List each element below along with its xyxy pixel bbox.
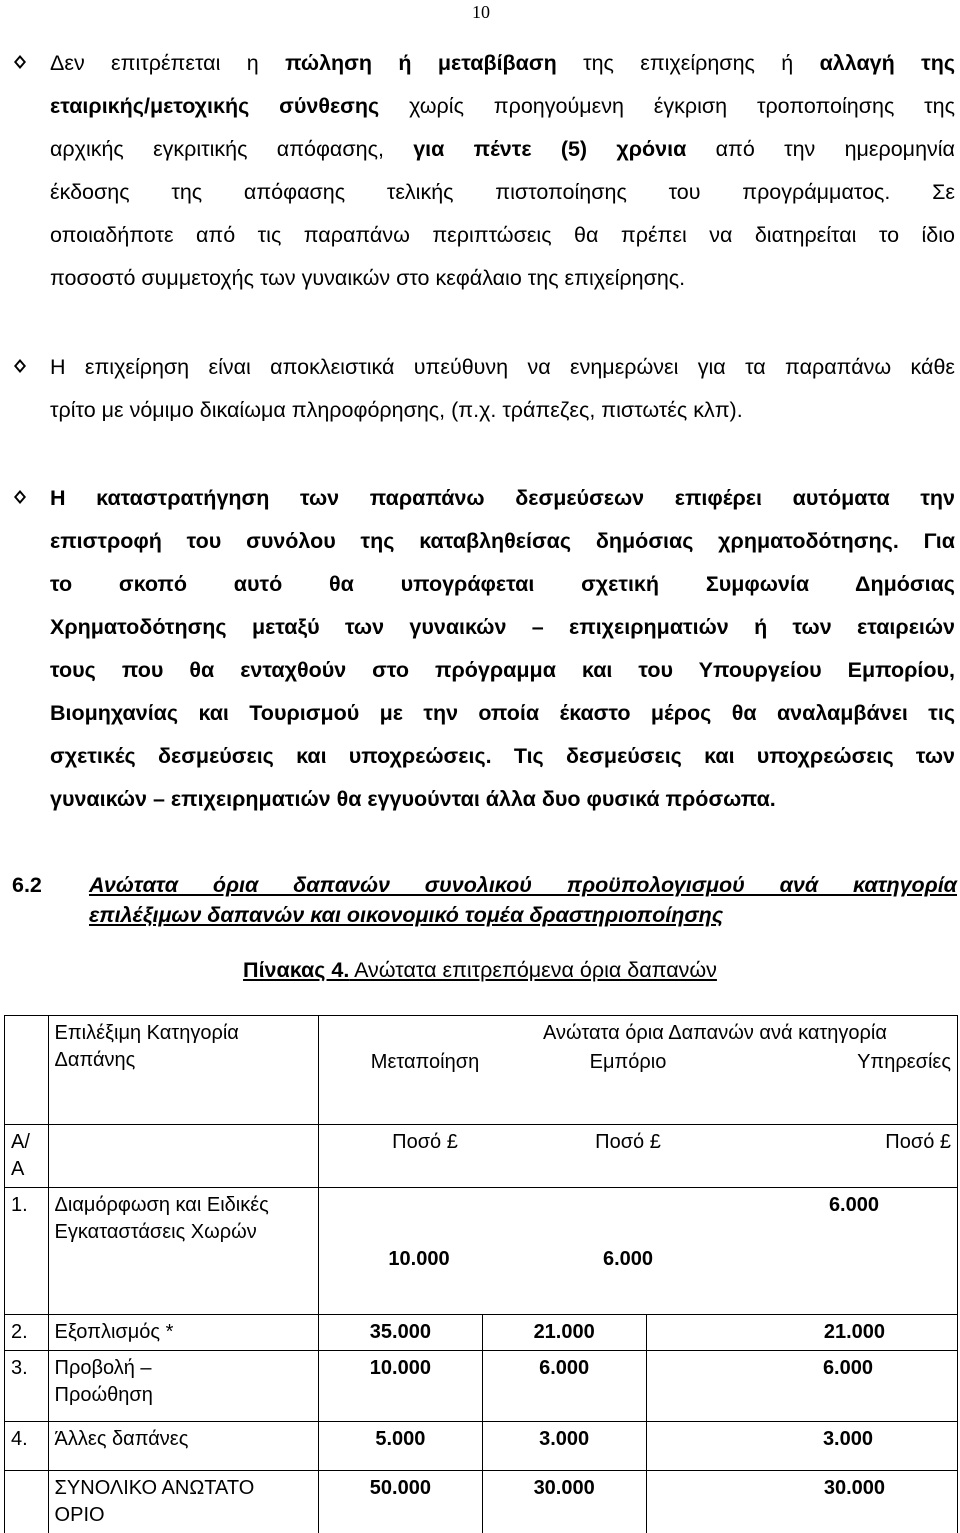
text-run: αρχικής εγκριτικής απόφασης, [50, 137, 413, 161]
text-run: γυναικών – επιχειρηματιών θα εγγυούνται άλλα δυο φυσικά πρόσωπα. [50, 787, 776, 811]
paragraph-breach-consequences [50, 477, 955, 821]
header-group-title: Ανώτατα όρια Δαπανών ανά κατηγορία [515, 1020, 915, 1047]
text-run: επιστροφή του συνόλου της καταβληθείσας δημόσιας χρηματοδότησης. Για [50, 529, 955, 553]
amount-labels-cell [319, 1125, 958, 1188]
paragraph-line [50, 85, 955, 128]
row-value-manufacturing: 10.000 [319, 1246, 519, 1273]
text-run: οποιαδήποτε από τις παραπάνω περιπτώσεις θα πρέπει να διατηρείται το ίδιο [50, 223, 955, 247]
header-aa: Α/Α [5, 1125, 49, 1188]
paragraph-line [50, 606, 955, 649]
row-values [319, 1188, 958, 1315]
table-header-row [5, 1016, 958, 1125]
diamond-bullet-icon [14, 55, 26, 69]
diamond-bullet-icon [14, 490, 26, 504]
text-run: για πέντε (5) χρόνια [413, 137, 686, 161]
row-value-manufacturing: 5.000 [319, 1422, 483, 1471]
paragraph-line [50, 563, 955, 606]
total-empty-cell [5, 1471, 49, 1533]
paragraph-inform-third-parties [50, 346, 955, 432]
paragraph-line [50, 346, 955, 389]
table-caption-label: Πίνακας 4. [243, 958, 349, 982]
row-value-services: 21.000 [646, 1315, 957, 1351]
row-value-services: 6.000 [829, 1192, 879, 1219]
row-number: 1. [5, 1188, 49, 1315]
text-run: τρίτο με νόμιμο δικαίωμα πληροφόρησης, (π.χ. τράπεζες, πιστωτές κλπ). [50, 398, 743, 422]
paragraph-line [50, 477, 955, 520]
amount-label: Ποσό £ [731, 1129, 951, 1156]
header-sector-services: Υπηρεσίες [731, 1049, 951, 1076]
row-value-services: 3.000 [646, 1422, 957, 1471]
table-subheader-row [5, 1125, 958, 1188]
paragraph-line [50, 214, 955, 257]
text-run: εταιρικής/μετοχικής σύνθεσης [50, 94, 379, 118]
paragraph-line [50, 171, 955, 214]
text-run: Η καταστρατήγηση των παραπάνω δεσμεύσεων επιφέρει αυτόματα την [50, 486, 955, 510]
row-number: 2. [5, 1315, 49, 1351]
header-sector-commerce: Εμπόριο [525, 1049, 731, 1076]
section-title-line2: επιλέξιμων δαπανών και οικονομικό τομέα δραστηριοποίησης [89, 900, 723, 930]
table-caption [0, 958, 960, 983]
paragraph-line [50, 692, 955, 735]
table-row [5, 1188, 958, 1315]
header-sectors [325, 1049, 951, 1076]
table-caption-text: Ανώτατα επιτρεπόμενα όρια δαπανών [349, 958, 717, 982]
row-value-commerce: 6.000 [525, 1246, 731, 1273]
table-row [5, 1315, 958, 1351]
text-run: ποσοστό συμμετοχής των γυναικών στο κεφάλαιο της επιχείρησης. [50, 266, 685, 290]
text-run: Βιομηχανίας και Τουρισμού με την οποία έκαστο μέρος θα αναλαμβάνει τις [50, 701, 955, 725]
text-run: από την ημερομηνία [686, 137, 955, 161]
amount-label: Ποσό £ [525, 1129, 731, 1156]
header-category: Επιλέξιμη Κατηγορία Δαπάνης [48, 1016, 318, 1125]
row-value-manufacturing: 35.000 [319, 1315, 483, 1351]
table-row [5, 1351, 958, 1422]
text-run: σχετικές δεσμεύσεις και υποχρεώσεις. Τις δεσμεύσεις και υποχρεώσεις των [50, 744, 955, 768]
text-run: Χρηματοδότησης μεταξύ των γυναικών – επιχειρηματιών ή των εταιρειών [50, 615, 955, 639]
expense-limits-table [4, 1015, 958, 1533]
paragraph-line [50, 778, 955, 821]
paragraph-line [50, 520, 955, 563]
table-total-row [5, 1471, 958, 1533]
text-run: Η επιχείρηση είναι αποκλειστικά υπεύθυνη να ενημερώνει για τα παραπάνω κάθε [50, 355, 955, 379]
row-label: Άλλες δαπάνες [48, 1422, 318, 1471]
row-value-commerce: 3.000 [482, 1422, 646, 1471]
header-group-cell [319, 1016, 958, 1125]
text-run: το σκοπό αυτό θα υπογράφεται σχετική Συμφωνία Δημόσιας [50, 572, 955, 596]
row-value-commerce: 21.000 [482, 1315, 646, 1351]
row-label: Διαμόρφωση και Ειδικές Εγκαταστάσεις Χωρών [48, 1188, 318, 1315]
text-run: χωρίς προηγούμενη έγκριση τροποποίησης της [379, 94, 955, 118]
table-row [5, 1422, 958, 1471]
amount-labels [325, 1129, 951, 1156]
header-empty-cell [5, 1016, 49, 1125]
section-title-line1: Ανώτατα όρια δαπανών συνολικού προϋπολογισμού ανά κατηγορία [89, 870, 957, 900]
paragraph-line [50, 257, 955, 300]
row-value-commerce: 6.000 [482, 1351, 646, 1422]
total-label: ΣΥΝΟΛΙΚΟ ΑΝΩΤΑΤΟ ΟΡΙΟ [48, 1471, 318, 1533]
section-number: 6.2 [12, 870, 42, 900]
total-value-services: 30.000 [646, 1471, 957, 1533]
row-label: Εξοπλισμός * [48, 1315, 318, 1351]
total-value-commerce: 30.000 [482, 1471, 646, 1533]
total-value-manufacturing: 50.000 [319, 1471, 483, 1533]
paragraph-sale-restriction [50, 42, 955, 300]
row-number: 3. [5, 1351, 49, 1422]
page-number: 10 [472, 2, 490, 23]
text-run: τους που θα ενταχθούν στο πρόγραμμα και του Υπουργείου Εμπορίου, [50, 658, 955, 682]
text-run: αλλαγή της [820, 51, 955, 75]
row-number: 4. [5, 1422, 49, 1471]
text-run: της επιχείρησης ή [557, 51, 820, 75]
paragraph-line [50, 389, 955, 432]
text-run: πώληση ή μεταβίβαση [285, 51, 557, 75]
paragraph-line [50, 735, 955, 778]
row-value-manufacturing: 10.000 [319, 1351, 483, 1422]
subheader-empty-cell [48, 1125, 318, 1188]
text-run: Δεν επιτρέπεται η [50, 51, 285, 75]
diamond-bullet-icon [14, 359, 26, 373]
row-label: Προβολή – Προώθηση [48, 1351, 318, 1422]
amount-label: Ποσό £ [325, 1129, 525, 1156]
text-run: έκδοσης της απόφασης τελικής πιστοποίησης του προγράμματος. Σε [50, 180, 955, 204]
paragraph-line [50, 42, 955, 85]
row-value-services: 6.000 [646, 1351, 957, 1422]
paragraph-line [50, 128, 955, 171]
paragraph-line [50, 649, 955, 692]
header-sector-manufacturing: Μεταποίηση [325, 1049, 525, 1076]
